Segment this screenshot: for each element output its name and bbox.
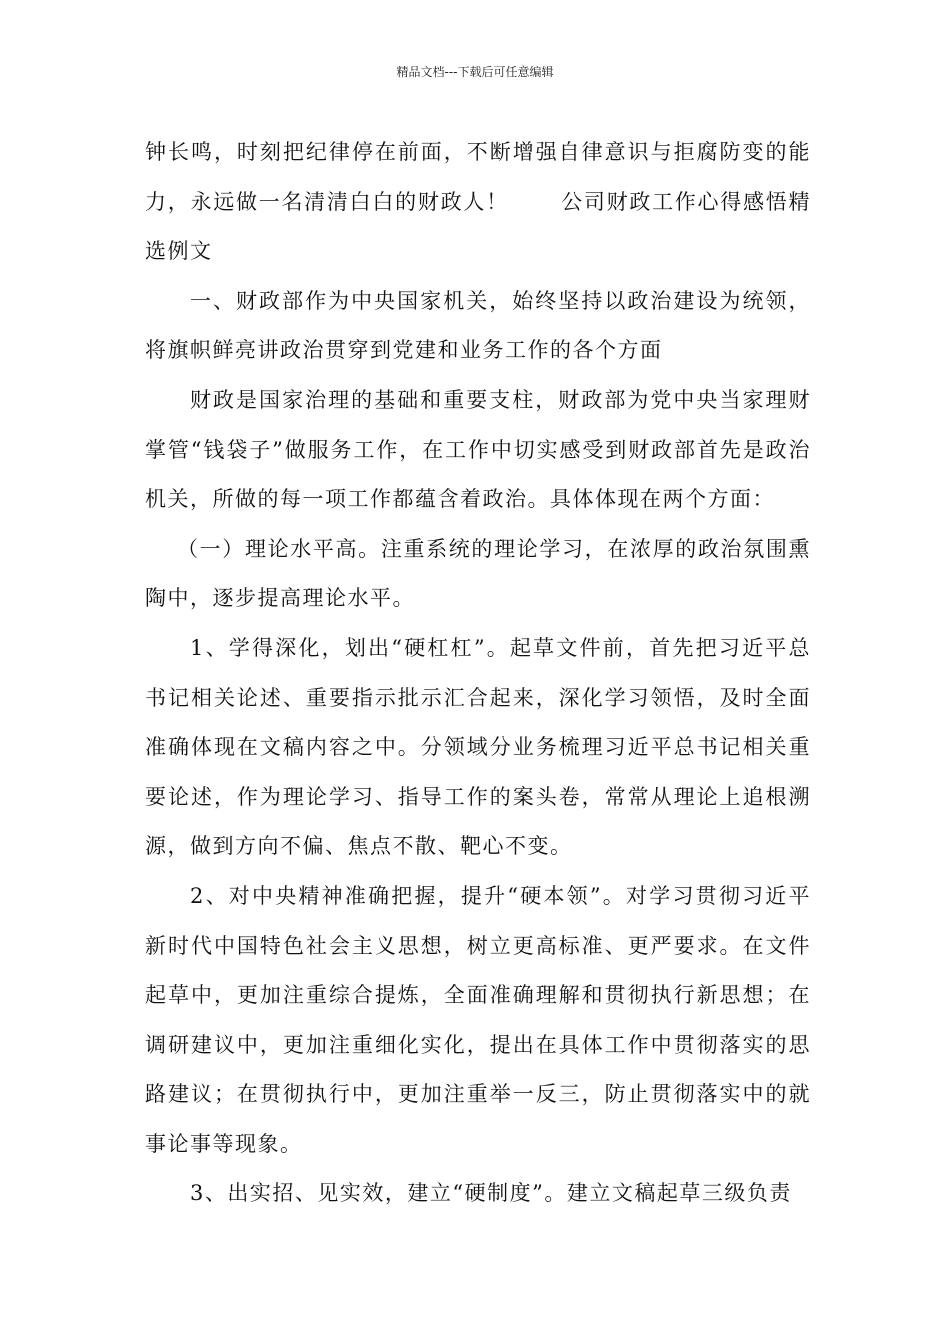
- section-heading-text: 一、财政部作为中央国家机关，始终坚持以政治建设为统领，将旗帜鲜亮讲政治贯穿到党建和业务工作的各个方面: [145, 288, 811, 363]
- subheading-text: （一）理论水平高。注重系统的理论学习，在浓厚的政治氛围熏陶中，逐步提高理论水平。: [145, 536, 811, 611]
- paragraph-subheading: [145, 525, 811, 624]
- paragraph-body: [145, 376, 811, 525]
- page-header: [0, 64, 950, 80]
- paragraph-body-text: 财政是国家治理的基础和重要支柱，财政部为党中央当家理财掌管“钱袋子”做服务工作，在工作中切实感受到财政部首先是政治机关，所做的每一项工作都蕴含着政治。具体体现在两个方面：: [145, 387, 811, 512]
- paragraph-item-2: [145, 872, 811, 1170]
- item-3-text: 3、出实招、见实效，建立“硬制度”。建立文稿起草三级负责: [190, 1181, 792, 1206]
- document-body: [145, 128, 811, 1219]
- paragraph-continuation-text: 钟长鸣，时刻把纪律停在前面，不断增强自律意识与拒腐防变的能力，永远做一名清清白白的财政人！: [145, 140, 811, 214]
- header-watermark-text: 精品文档---下载后可任意编辑: [396, 65, 554, 79]
- item-2-text: 2、对中央精神准确把握，提升“硬本领”。对学习贯彻习近平新时代中国特色社会主义思想，树立更高标准、更严要求。在文件起草中，更加注重综合提炼，全面准确理解和贯彻执行新思想；在调研建议中，更加注重细化实化，提出在具体工作中贯彻落实的思路建议；在贯彻执行中，更加注重举一反三，防止贯彻落实中的就事论事等现象。: [145, 883, 811, 1156]
- paragraph-item-1: [145, 624, 811, 872]
- paragraph-section-heading: [145, 277, 811, 376]
- paragraph-continuation: [145, 128, 811, 277]
- article-title: 公司财政工作心得感悟精选例文: [145, 189, 812, 264]
- item-1-text: 1、学得深化，划出“硬杠杠”。起草文件前，首先把习近平总书记相关论述、重要指示批示汇合起来，深化学习领悟，及时全面准确体现在文稿内容之中。分领域分业务梳理习近平总书记相关重要论述，作为理论学习、指导工作的案头卷，常常从理论上追根溯源，做到方向不偏、焦点不散、靶心不变。: [145, 635, 811, 859]
- paragraph-item-3: [145, 1169, 811, 1219]
